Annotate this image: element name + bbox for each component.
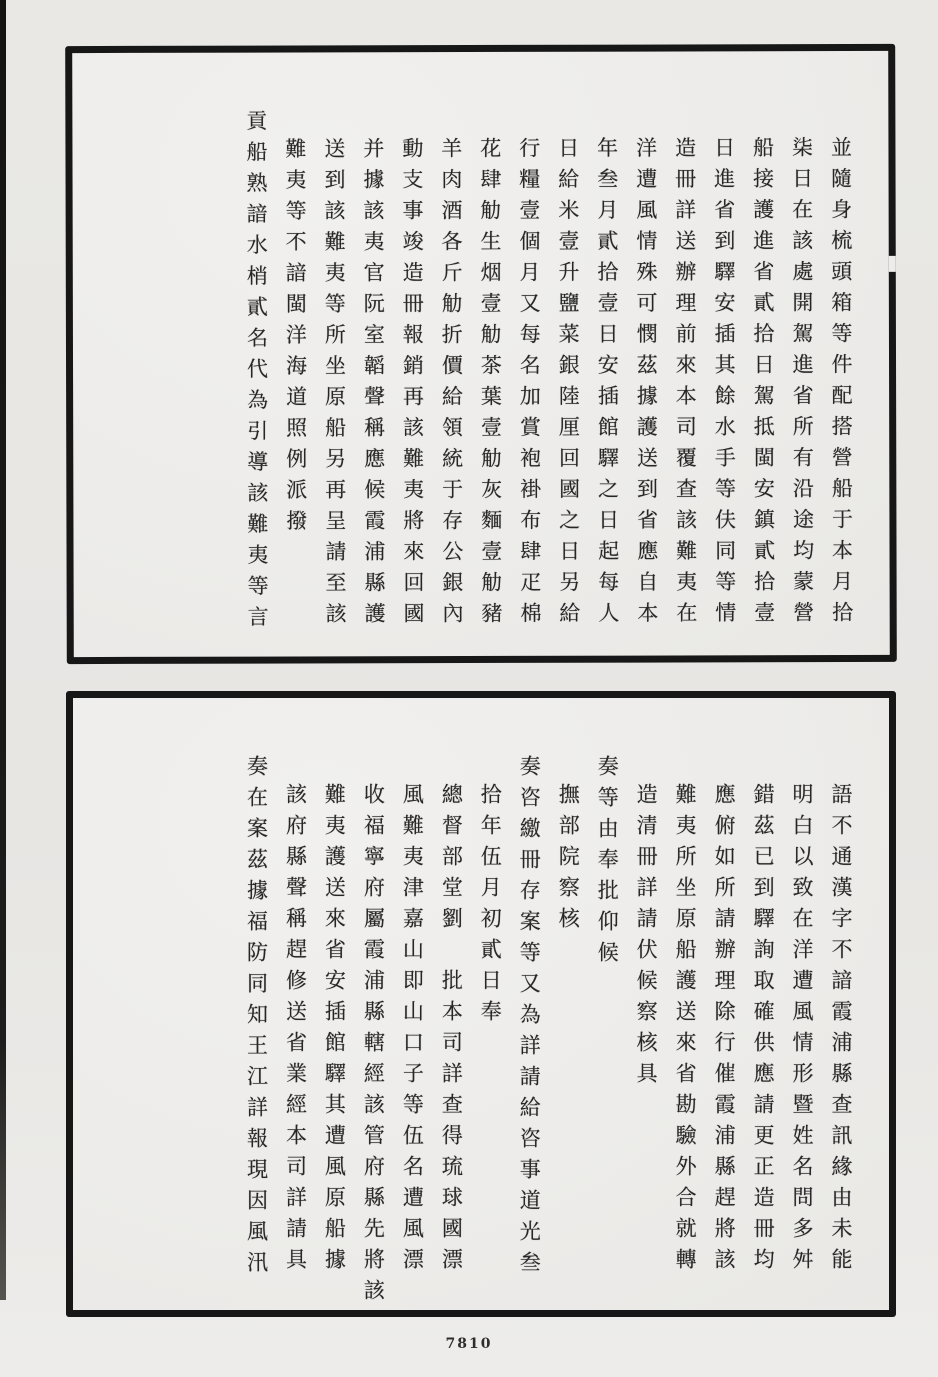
text-column: 總督部堂劉 批本司詳查得琉球國漂 — [439, 783, 464, 1279]
text-column: 貢船熟諳水梢貳名代為引導該難夷等言 — [243, 109, 270, 637]
text-column: 奏咨繳冊存案等又為詳請給咨事道光叁 — [517, 755, 542, 1282]
text-column: 造冊詳送辦理前來本司覆查該難夷在 — [672, 136, 698, 633]
text-column: 行糧壹個月又每名加賞袍褂布肆疋棉 — [516, 136, 542, 633]
text-column: 船接護進省貳拾日駕抵閩安鎮貳拾壹 — [750, 136, 776, 633]
text-column: 應俯如所請辦理除行催霞浦縣趕將該 — [712, 783, 737, 1279]
text-column: 並隨身梳頭箱等件配搭營船于本月拾 — [828, 136, 854, 633]
text-column: 難夷護送來省安插館驛其遭風原船據 — [322, 783, 347, 1279]
text-columns-bottom — [73, 698, 889, 1310]
text-column: 日給米壹升鹽菜銀陸厘回國之日另給 — [555, 136, 581, 633]
scan-edge-artifact — [0, 0, 6, 1300]
text-column: 花肆觔生烟壹觔茶葉壹觔灰麵壹觔豬 — [477, 136, 504, 634]
document-panel-top — [65, 44, 897, 664]
text-column: 并據該夷官阮室韜聲稱應候霞浦縣護 — [360, 137, 387, 634]
text-column: 年叁月貳拾壹日安插館驛之日起每人 — [594, 136, 620, 633]
text-column: 日進省到驛安插其餘水手等伕同等情 — [711, 136, 737, 633]
text-column: 奏等由奉批仰候 — [595, 755, 620, 972]
text-column: 該府縣聲稱趕修送省業經本司詳請具 — [283, 783, 308, 1279]
text-column: 羊肉酒各斤觔折價給領統于存公銀內 — [438, 137, 465, 634]
text-column: 風難夷津嘉山即山口子等伍名遭風漂 — [400, 783, 425, 1279]
text-column: 奏在案茲據福防同知王江詳報現因風汛 — [244, 755, 269, 1282]
border-gap — [889, 256, 896, 272]
text-column: 造清冊詳請伏候察核具 — [634, 783, 659, 1093]
text-column: 明白以致在洋遭風情形暨姓名問多舛 — [790, 783, 815, 1279]
text-column: 錯茲已到驛詢取確供應請更正造冊均 — [751, 783, 776, 1279]
text-column: 撫部院察核 — [556, 783, 581, 938]
text-column: 收福寧府屬霞浦縣轄經該管府縣先將該 — [361, 783, 386, 1310]
text-column: 拾年伍月初貳日奉 — [478, 783, 503, 1031]
text-columns-top — [72, 51, 890, 657]
text-column: 送到該難夷等所坐原船另再呈請至該 — [321, 137, 348, 634]
text-column: 難夷等不諳閩洋海道照例派撥 — [282, 137, 308, 541]
text-column: 洋遭風情殊可憫茲據護送到省應自本 — [633, 136, 659, 633]
text-column: 動支事竣造冊報銷再該難夷將來回國 — [399, 137, 426, 634]
document-panel-bottom — [66, 691, 896, 1317]
page-number: 7810 — [445, 1336, 493, 1352]
text-column: 柒日在該處開駕進省所有沿途均蒙營 — [789, 136, 815, 633]
text-column: 難夷所坐原船護送來省勘驗外合就轉 — [673, 783, 698, 1279]
text-column: 語不通漢字不諳霞浦縣查訊緣由未能 — [829, 783, 853, 1279]
